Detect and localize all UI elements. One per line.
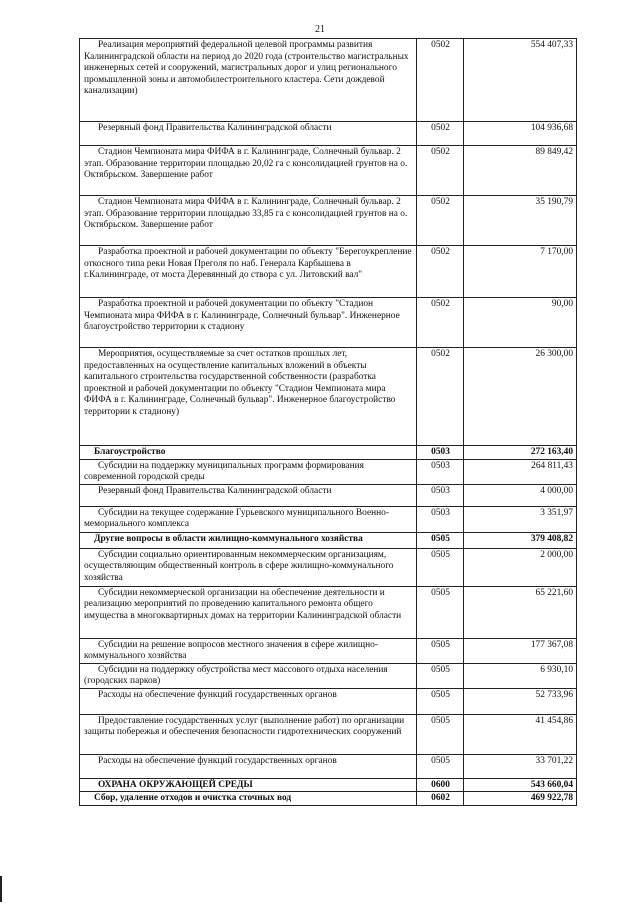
row-amount: 2 000,00 [463,548,576,586]
row-code: 0505 [417,586,464,638]
scan-edge-mark [0,876,2,902]
row-name: Разработка проектной и рабочей документации по объекту "Берегоукрепление откосного типа реки Новая Преголя по наб. Генерала Карбышева в г.Калининграде, от моста Деревянный до створа с ул. Литовский вал" [80,246,417,298]
row-code: 0505 [417,532,464,548]
table-row [80,506,577,532]
table-row [80,459,577,484]
row-name: Субсидии на текущее содержание Гурьевского муниципального Военно-мемориального комплекса [80,506,417,532]
row-amount: 3 351,97 [463,506,576,532]
table-row [80,778,577,792]
row-amount: 264 811,43 [463,459,576,484]
row-name: Резервный фонд Правительства Калининградской области [80,484,417,506]
row-amount: 89 849,42 [463,146,576,196]
table-row [80,122,577,146]
row-amount: 379 408,82 [463,532,576,548]
row-name: Другие вопросы в области жилищно-коммунального хозяйства [80,532,417,548]
row-amount: 65 221,60 [463,586,576,638]
row-amount: 41 454,86 [463,714,576,754]
table-row [80,754,577,778]
table-row [80,548,577,586]
row-name: Мероприятия, осуществляемые за счет остатков прошлых лет, предоставленных на осуществление капитальных вложений в объекты капитального строительства государственной собственности (разработка проектной и рабочей документации по объекту "Стадион Чемпионата мира ФИФА в г. Калининграде, Солнечный бульвар". Инженерное благоустройство территории к стадиону) [80,348,417,446]
row-code: 0505 [417,754,464,778]
row-name: Разработка проектной и рабочей документации по объекту "Стадион Чемпионата мира ФИФА в г. Калининграде, Солнечный бульвар". Инженерное благоустройство территории к стадиону [80,298,417,348]
row-code: 0505 [417,663,464,688]
table-row [80,196,577,246]
row-code: 0502 [417,348,464,446]
row-name: Субсидии на поддержку муниципальных программ формирования современной городской среды [80,459,417,484]
row-name: ОХРАНА ОКРУЖАЮЩЕЙ СРЕДЫ [80,778,417,792]
row-amount: 33 701,22 [463,754,576,778]
row-amount: 6 930,10 [463,663,576,688]
row-code: 0503 [417,484,464,506]
table-row [80,39,577,122]
table-row [80,586,577,638]
row-code: 0600 [417,778,464,792]
row-code: 0505 [417,714,464,754]
row-amount: 4 000,00 [463,484,576,506]
row-amount: 543 660,04 [463,778,576,792]
row-name: Сбор, удаление отходов и очистка сточных вод [80,792,417,806]
table-row [80,146,577,196]
table-row [80,298,577,348]
row-code: 0505 [417,688,464,714]
row-code: 0503 [417,506,464,532]
row-amount: 52 733,96 [463,688,576,714]
table-row [80,663,577,688]
row-name: Субсидии социально ориентированным некоммерческим организациям, осуществляющим общественный контроль в сфере жилищно-коммунального хозяйства [80,548,417,586]
row-name: Стадион Чемпионата мира ФИФА в г. Калининграде, Солнечный бульвар. 2 этап. Образование территории площадью 20,02 га с консолидацией грунтов на о. Октябрьском. Завершение работ [80,146,417,196]
row-name: Расходы на обеспечение функций государственных органов [80,754,417,778]
row-code: 0505 [417,638,464,663]
row-code: 0503 [417,446,464,460]
row-amount: 35 190,79 [463,196,576,246]
row-code: 0502 [417,39,464,122]
row-amount: 469 922,78 [463,792,576,806]
row-name: Благоустройство [80,446,417,460]
table-row [80,688,577,714]
row-name: Расходы на обеспечение функций государственных органов [80,688,417,714]
table-row [80,792,577,806]
row-name: Предоставление государственных услуг (выполнение работ) по организации защиты побережья и обеспечения безопасности гидротехнических сооружений [80,714,417,754]
table-row [80,638,577,663]
row-amount: 26 300,00 [463,348,576,446]
row-name: Реализация мероприятий федеральной целевой программы развития Калининградской области на период до 2020 года (строительство магистральных инженерных сетей и сооружений, магистральных дорог и улиц регионального промышленной зоны и автомобилестроительного кластера. Сети дождевой канализации) [80,39,417,122]
row-code: 0502 [417,122,464,146]
row-code: 0502 [417,146,464,196]
row-code: 0505 [417,548,464,586]
row-name: Субсидии на решение вопросов местного значения в сфере жилищно-коммунального хозяйства [80,638,417,663]
table-row [80,484,577,506]
row-name: Субсидии некоммерческой организации на обеспечение деятельности и реализацию мероприятий по проведению капитального ремонта общего имущества в многоквартирных домах на территории Калининградской области [80,586,417,638]
row-amount: 554 407,33 [463,39,576,122]
row-amount: 104 936,68 [463,122,576,146]
budget-table [79,38,577,806]
row-amount: 7 170,00 [463,246,576,298]
table-row [80,446,577,460]
row-amount: 272 163,40 [463,446,576,460]
table-row [80,532,577,548]
row-code: 0502 [417,196,464,246]
row-amount: 90,00 [463,298,576,348]
row-code: 0502 [417,298,464,348]
row-code: 0502 [417,246,464,298]
row-amount: 177 367,08 [463,638,576,663]
row-code: 0503 [417,459,464,484]
table-row [80,348,577,446]
table-row [80,246,577,298]
page-number: 21 [315,24,325,35]
row-code: 0602 [417,792,464,806]
row-name: Стадион Чемпионата мира ФИФА в г. Калининграде, Солнечный бульвар. 2 этап. Образование территории площадью 33,85 га с консолидацией грунтов на о. Октябрьском. Завершение работ [80,196,417,246]
row-name: Резервный фонд Правительства Калининградской области [80,122,417,146]
row-name: Субсидии на поддержку обустройства мест массового отдыха населения (городских парков) [80,663,417,688]
table-row [80,714,577,754]
